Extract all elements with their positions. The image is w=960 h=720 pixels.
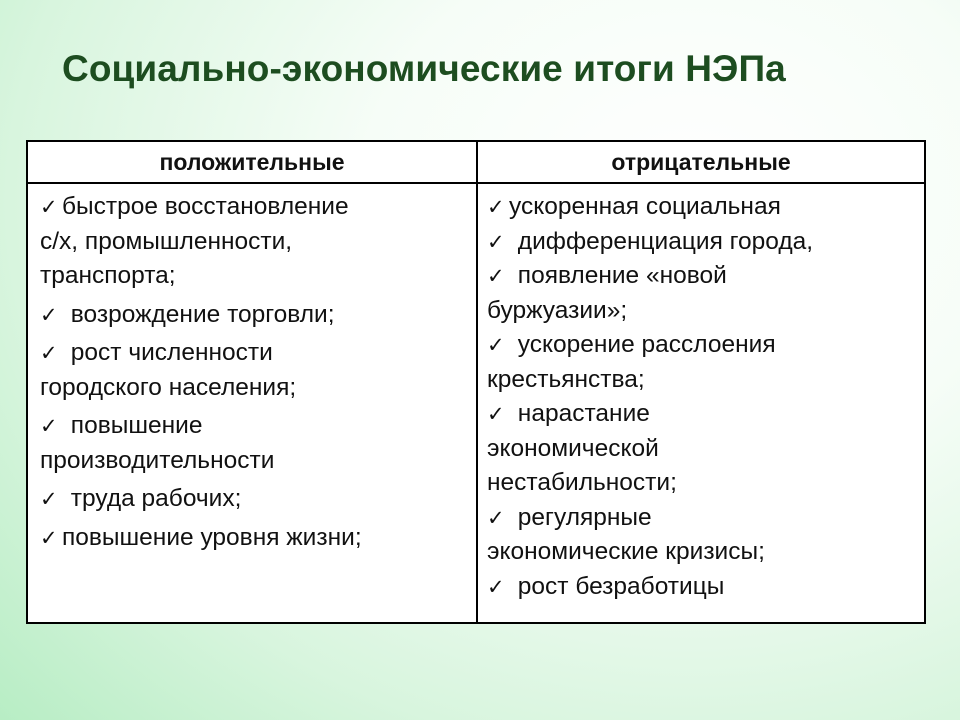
positive-item <box>40 336 466 371</box>
positive-item <box>40 190 466 225</box>
positive-item-continuation: с/х, промышленности, транспорта; <box>40 227 293 289</box>
positive-item-continuation: производительности <box>40 446 275 474</box>
slide-title: Социально-экономические итоги НЭПа <box>62 48 786 89</box>
checkmark-icon: ✓ <box>40 196 58 219</box>
table-header-row <box>27 141 925 183</box>
table-body-row <box>27 183 925 623</box>
positive-item <box>40 409 466 444</box>
positive-item-text: повышение <box>64 412 203 439</box>
positive-item-text: повышение уровня жизни; <box>62 523 362 551</box>
checkmark-icon: ✓ <box>487 196 505 219</box>
negative-item <box>487 259 916 294</box>
negative-item-continuation: крестьянства; <box>487 365 645 393</box>
positive-item <box>40 521 466 556</box>
checkmark-icon: ✓ <box>487 506 505 530</box>
negative-item-text: нарастание <box>511 400 650 427</box>
negative-item <box>487 328 916 363</box>
checkmark-icon: ✓ <box>487 265 505 288</box>
negative-item-continuation: экономической нестабильности; <box>487 434 677 496</box>
negative-item-continuation: экономические кризисы; <box>487 538 765 565</box>
negative-item <box>487 225 916 260</box>
checkmark-icon: ✓ <box>40 526 58 550</box>
checkmark-icon: ✓ <box>40 342 58 365</box>
negative-item-text: рост безработицы <box>511 572 725 600</box>
negative-item <box>487 570 916 605</box>
checkmark-icon: ✓ <box>40 415 58 438</box>
negative-item-continuation: буржуазии»; <box>487 296 628 324</box>
checkmark-icon: ✓ <box>40 488 58 511</box>
positive-item-text: труда рабочих; <box>64 485 242 512</box>
positive-item-text: быстрое восстановление <box>62 193 349 220</box>
positive-cell <box>27 183 477 623</box>
checkmark-icon: ✓ <box>487 403 505 426</box>
negative-item-text: ускоренная социальная <box>509 193 781 220</box>
negative-item-text: регулярные <box>511 503 652 531</box>
negative-item-text: дифференциация города, <box>511 227 814 255</box>
positive-item-continuation: городского населения; <box>40 373 297 401</box>
checkmark-icon: ✓ <box>487 230 505 254</box>
negative-item <box>487 190 916 225</box>
positive-item-text: рост численности <box>64 339 273 366</box>
negative-item <box>487 501 916 536</box>
positive-item <box>40 482 466 517</box>
negative-cell <box>477 183 925 623</box>
positive-list <box>28 184 476 555</box>
header-positive: положительные <box>27 141 477 183</box>
negative-item-text: ускорение расслоения <box>511 331 776 358</box>
positive-item-text: возрождение торговли; <box>64 300 335 328</box>
negative-item <box>487 397 916 432</box>
negative-item-text: появление «новой <box>511 262 727 289</box>
checkmark-icon: ✓ <box>487 575 505 599</box>
header-negative: отрицательные <box>477 141 925 183</box>
negative-list <box>478 184 924 604</box>
nep-results-table <box>26 140 926 624</box>
checkmark-icon: ✓ <box>487 334 505 357</box>
checkmark-icon: ✓ <box>40 303 58 327</box>
positive-item <box>40 298 466 333</box>
